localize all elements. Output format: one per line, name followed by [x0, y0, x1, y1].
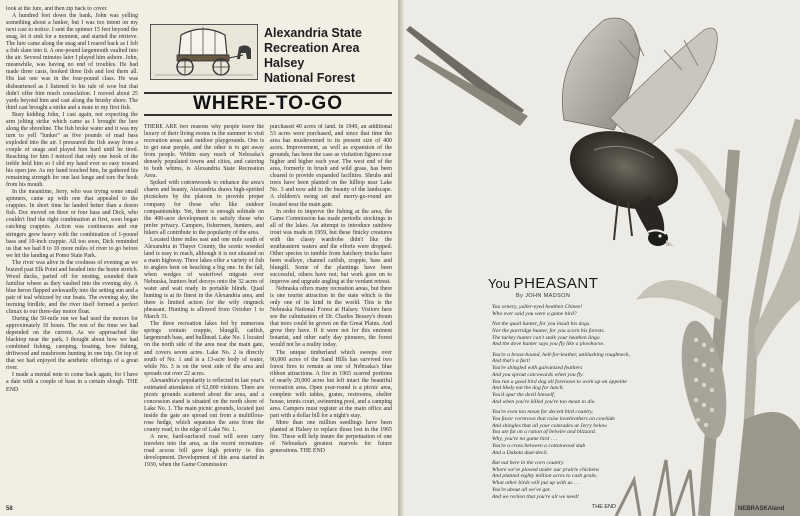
- stanza: [492, 304, 692, 318]
- poem-line: You'd spur the devil himself,: [492, 392, 555, 398]
- byline: By JOHN MADSON: [516, 293, 571, 299]
- poem-line: What other birds will put up with us . . .: [492, 480, 581, 486]
- paragraph: A hundred feet down the bank, John was yelling something about a lunker, but I was too intent on my next cast to notice. I sent the spinner 15 feet beyond the snag, let it sink for a moment, and started the retrieve. The lure came along the snag and I reared back as I felt a fish slam into it. A one-pound largemouth vaulted into the air. Several minutes later I played him ashore. John, meanwhile, was having no end of troubles. He had made three casts, hooked three fish and lost them all. His last one was in the four-pound class. He was disheartened as I listened to his tale of woe but that didn't offer him much consolation. I moved about 25 yards beyond him and cast along the brushy shore. The third cast brought a strike and a mate to my first fish.: [6, 13, 138, 111]
- where-to-go-banner: [144, 92, 392, 116]
- poem-line: Not the quail hunter, for you insult his dogs.: [492, 321, 591, 327]
- paragraph: purchased 40 acres of land. In 1949, an additional 53 acres were purchased, and since that time the area has mushroomed to its present size of 400 acres. Improvement, as well as expansion of the grounds, has been the case as visitation figures soar higher and higher each year. The west end of the area, formerly in brush and wild grass, has been cleared to provide expanded facilities. Shrubs and trees have been planted on the hilltop near Lake No. 3 and now add to the beauty of the landscape. A children's swing set and merry-go-round are located near the main gate.: [270, 124, 392, 208]
- left-page: [0, 0, 398, 516]
- poem: [492, 304, 692, 511]
- location-line: Alexandria State: [264, 26, 362, 40]
- location-line: Recreation Area: [264, 41, 360, 55]
- page-number: 58: [6, 506, 13, 512]
- poem-line: And shingles that all your comrades at Jerry below.: [492, 422, 608, 429]
- poem-line: You're about all we've got.: [492, 486, 552, 493]
- poem-line: And you sprout catcowards when you fly.: [492, 371, 584, 378]
- poem-line: You're even too mean for decent bird country.: [492, 409, 594, 415]
- poem-line: And a Dakota dust-devil.: [492, 449, 548, 456]
- right-page: [404, 0, 800, 516]
- paragraph: More than one million seedlings have been planted at Halsey to replace those lost in the 1965 fire. These will help insure the perpetuation of one of Nebraska's greatest marvels for future generations. THE END: [270, 419, 392, 455]
- paragraph: Located three miles east and one mile south of Alexandria in Thayer County, the scenic wooded land is easy to reach, although it is not situated on a main highway. Three lakes offer a variety of fish to anglers bent on beaching a big one. In the fall, when wedges of waterfowl migrate over Nebraska, hunters hurl decoys onto the 32 acres of water and wait ready in portable blinds. Quail hunting is at its finest in the Alexandria area, and there is limited action for the wily ringneck pheasant. Hunting is allowed from October 1 to March 31.: [144, 236, 264, 321]
- poem-line: Nor the partridge hunter, for you scorn his forests.: [492, 327, 605, 334]
- stanza: [492, 352, 692, 406]
- location-line: National Forest: [264, 71, 355, 85]
- poem-line: And that's a fact!: [492, 358, 531, 365]
- poem-line: And we reckon that you're all we need!: [492, 493, 579, 500]
- section-heading: WHERE-TO-GO: [193, 93, 343, 114]
- poem-line: And planted eighty million acres to cash grain,: [492, 473, 598, 480]
- poem-line: Where we've plowed under our prairie chickens: [492, 466, 599, 473]
- magazine-folio: NEBRASKAland: [738, 506, 785, 512]
- paragraph: Spiked with cottonwoods to enhance the area's charm and beauty, Alexandria draws high-spirited picnickers by the platoon to provide proper company for those who like outdoor companionship. Yet, there is enough solitude on the 400-acre development to satisfy those who prefer privacy. Campers, fishermen, hunters, and hikers all contribute to the popularity of the area.: [144, 180, 264, 236]
- paragraph: look at the lure, and then zip back to cover.: [6, 6, 108, 12]
- article-column-2: [144, 124, 264, 502]
- poem-line: You're shingled with galvanized feathers: [492, 365, 583, 371]
- poem-line: You're a cross between a cottonwood stub: [492, 442, 586, 449]
- poem-line: And likely eat the dog for lunch.: [492, 385, 564, 392]
- poem-title-pheasant: PHEASANT: [513, 275, 599, 292]
- paragraph: Alexandria's popularity is reflected in last year's estimated attendance of 62,000 visitors. There are picnic grounds scattered about the area, and a concession stand is situated on the north shore of Lake No. 1. The main picnic grounds, located just inside the gate are spread out from a multiflora-rose hedge, which separates the area from the county road, to the edge of Lake No. 1.: [144, 377, 264, 434]
- the-end-mark: THE END: [591, 503, 616, 510]
- poem-title: [488, 275, 598, 292]
- poem-line: Who ever said you were a game bird?: [492, 310, 577, 317]
- location-line: Halsey: [264, 56, 305, 70]
- paragraph: In the meantime, Jerry, who was trying some small spinners, came up with one that appealed to the crappies. In short time he landed better than a dozen fish. Doc moved on three or four bass and Dick, who couldn't find the right combination at first, soon began catching crappies. Action was continuous and our stringers grew heavy with the combination of 1-pound bass and 10-inch crappie. All too soon, Dick reminded us that we had 8 to 10 more miles of river to go before we hit the landing at Pomo State Park.: [6, 189, 138, 259]
- paragraph: THERE ARE two reasons why people leave the luxury of their living rooms in the summer to visit recreation areas and outdoor playgrounds. One is to get near people, and the other is to get away from people. Within easy reach of Nebraska's densely populated towns and cities, and catering to both whims, is Alexandria State Recreation Area.: [144, 124, 264, 180]
- poem-line: You ornery, yaller-eyed heathen Chinee!: [492, 304, 583, 310]
- poem-line: You run a good bird dog all forenoon to work up an appetite: [492, 378, 627, 385]
- paragraph: During the 50-mile run we had used the motors for approximately 10 hours. The rest of the time we had depended on the current. As we approached the blacktop near the park, I thought about how we had combined fishing, camping, boating, bow fishing, driftwood and mushroom hunting in one trip. On top of that we had enjoyed the aesthetic offerings of a great river.: [6, 316, 138, 372]
- poem-line: You favor cornrows that raise lovebrothers on cowhide: [492, 415, 615, 422]
- paragraph: The three recreation lakes fed by numerous springs contain crappie, bluegill, catfish, largemouth bass, and bullhead. Lake No. 1 located on the north side of the area near the main gate, and covers seven acres. Lake No. 2 is directly south of No. 1 and is a 13-acre body of water, while No. 3 is on the west side of the area and spreads out over 22 acres.: [144, 321, 264, 377]
- stanza: [492, 321, 692, 348]
- location-title: [264, 26, 396, 86]
- stanza: [492, 409, 692, 456]
- article-column-1: [6, 6, 138, 502]
- poem-line: But out here in the corn country: [492, 459, 564, 466]
- poem-line: And the dove hunter says you fly like a plowhorse.: [492, 341, 605, 348]
- poem-line: And when you're killed you're too mean to die.: [492, 398, 596, 405]
- poem-line: You're a brass-bound, hell-for-leather, unblushing roughneck,: [492, 351, 630, 358]
- poem-line: You ate fat on a ration of belwire and blizzard.: [492, 429, 597, 436]
- poem-line: The turkey hunter can't stalk your heathen lingo: [492, 334, 600, 341]
- paragraph: Nebraska offers many recreation areas, but there is one tourist attraction in the state which is the only one of its kind in the world. This is the Nebraska National Forest at Halsey. Visitors here see the culmination of Dr. Charles Bessey's dream that trees could be grown on the Great Plains. And grow they have. If it were not for this eminent botanist, and other early day pioneers, the forest would not be a reality today.: [270, 286, 392, 349]
- poem-title-you: You: [488, 276, 510, 291]
- poem-line: Why, you're no game bird . . .: [492, 436, 558, 442]
- paragraph: The unique timberland which sweeps over 90,000 acres of the Sand Hills has survived two forest fires to remain as one of Nebraska's blue ribbon attractions. A fire in 1965 scarred portions of nearly 20,000 acres but left intact the beautiful recreation area. Open year-round is a picnic area, complete with tables, grates, restrooms, shelter house, tennis court, swimming pool, and a camping area. Campers must register at the main office and part with a dollar bill for a night's stay.: [270, 349, 392, 419]
- article-column-3: [270, 124, 392, 502]
- paragraph: In order to improve the fishing at the area, the Game Commission has made periodic stockings in all of the lakes. An attempt to introduce rainbow trout was made in 1959, but these finicky creatures with the classy wardrobe didn't like the southeastern waters and the efforts were dropped. Other species to tumble from hatchery trucks have been walleye, channel catfish, crappie, bass and bluegill. Some of the plantings have been successful, others have not; but work goes on to improve and upgrade angling at the verdant retreat.: [270, 208, 392, 286]
- stanza: [492, 460, 692, 501]
- paragraph: A new, hard-surfaced road will soon carry travelers into the area, as the recent recreation-road access bill gave high priority to this development. Development of this area started in 1930, when the Game Commission: [144, 434, 264, 469]
- paragraph: I made a mental note to come back again, for I have a date with a couple of bass in a certain slough. THE END: [6, 372, 138, 393]
- covered-wagon-icon: [150, 24, 258, 80]
- paragraph: The river was alive in the coolness of evening as we buzzed past Elk Point and headed into the home stretch. Wood ducks, parted off for nesting, sounded their familiar wheee as they vaulted into the evening sky. A blue heron flapped awkwardly into the setting sun and a pair of teal whizzed by our boats. The evening sky, the teeming birdlife, and the river itself formed a perfect climax to our three-day motor float.: [6, 259, 138, 316]
- paragraph: Busy kidding John, I cast again, not expecting the arm jolting strike which came as I brought the lure along the shoreline. The fish broke water and it was my turn to yell "lunker" as five pounds of mad bass exploded into the air. I pressured the fish away from a couple of snags and played him hard until he tired. Reaching for him I noticed that only one hook of the treble held him so I slid my hand ever so easy toward his open jaw. As my hand touched him, he gathered his remaining strength for one last lunge and tore the hook from his mouth.: [6, 111, 138, 189]
